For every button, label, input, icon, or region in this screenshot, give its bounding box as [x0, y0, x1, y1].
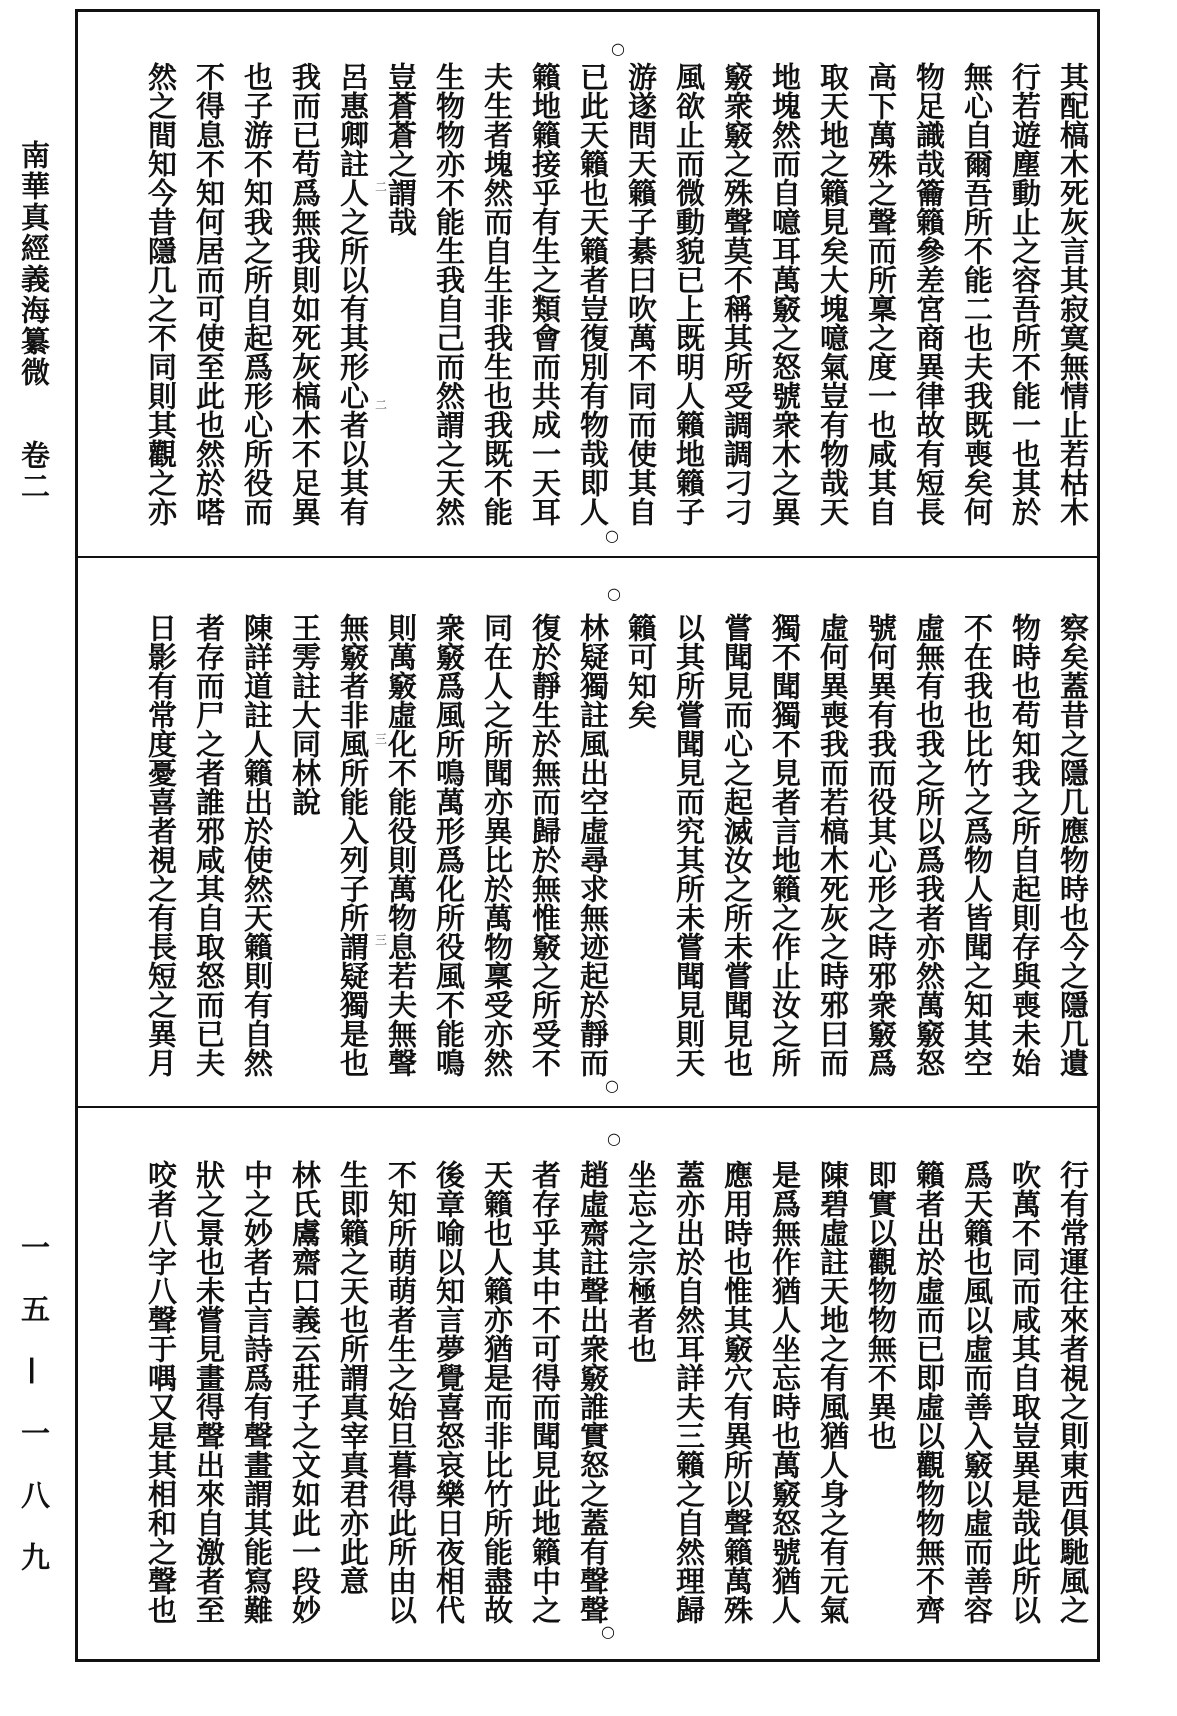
text-column: 咬者八字八聲于喁又是其相和之聲也 — [144, 1160, 178, 1624]
text-column: 豈蒼蒼之謂哉 — [384, 62, 418, 236]
text-column: 是爲無作猶人坐忘時也萬竅怒號猶人 — [768, 1160, 802, 1624]
text-column: 號何異有我而役其心形之時邪衆竅爲 — [864, 613, 898, 1077]
text-column: 籟者出於虛而已即虛以觀物物無不齊 — [912, 1160, 946, 1624]
text-column: 也子游不知我之所自起爲形心所役而 — [240, 62, 274, 526]
interlinear-note: 三 — [375, 732, 388, 746]
text-column: 林氏鬳齋口義云莊子之文如此一段妙 — [288, 1160, 322, 1624]
circle-mark: ○ — [611, 39, 625, 58]
text-column: 以其所嘗聞見而究其所未嘗聞見則天 — [672, 613, 706, 1077]
text-column: 其配槁木死灰言其寂寞無情止若枯木 — [1056, 62, 1090, 526]
text-column: 高下萬殊之聲而所稟之度一也咸其自 — [864, 62, 898, 526]
page-number: 一五—一八九 — [17, 1232, 51, 1604]
text-column: 夫生者塊然而自生非我生也我既不能 — [480, 62, 514, 526]
text-column: 物足識哉籥籟參差宮商異律故有短長 — [912, 62, 946, 526]
text-column: 天籟也人籟亦猶是而非比竹所能盡故 — [480, 1160, 514, 1624]
text-column: 虛何異喪我而若槁木死灰之時邪曰而 — [816, 613, 850, 1077]
text-column: 復於靜生於無而歸於無惟竅之所受不 — [528, 613, 562, 1077]
register-lower — [0, 1160, 1177, 1630]
text-column: 獨不聞獨不見者言地籟之作止汝之所 — [768, 613, 802, 1077]
text-column: 然之間知今昔隱几之不同則其觀之亦 — [144, 62, 178, 526]
text-column: 地塊然而自噫耳萬竅之怒號衆木之異 — [768, 62, 802, 526]
text-column: 籟地籟接乎有生之類會而共成一天耳 — [528, 62, 562, 526]
text-column: 無心自爾吾所不能二也夫我既喪矣何 — [960, 62, 994, 526]
text-column: 取天地之籟見矣大塊噫氣豈有物哉天 — [816, 62, 850, 526]
text-column: 陳詳道註人籟出於使然天籟則有自然 — [240, 613, 274, 1077]
text-column: 已此天籟也天籟者豈復別有物哉即人 — [576, 62, 610, 526]
text-column: 吹萬不同而咸其自取豈異是哉此所以 — [1008, 1160, 1042, 1624]
text-column: 爲天籟也風以虛而善入竅以虛而善容 — [960, 1160, 994, 1624]
circle-mark: ○ — [605, 1076, 619, 1095]
text-column: 嘗聞見而心之起滅汝之所未嘗聞見也 — [720, 613, 754, 1077]
interlinear-note: 三 — [375, 933, 388, 947]
text-column: 虛無有也我之所以爲我者亦然萬竅怒 — [912, 613, 946, 1077]
register-divider — [75, 556, 1100, 558]
interlinear-note: 二 — [375, 180, 388, 194]
text-column: 坐忘之宗極者也 — [624, 1160, 658, 1363]
circle-mark: ○ — [607, 584, 621, 603]
register-middle — [0, 613, 1177, 1083]
text-column: 即實以觀物物無不異也 — [864, 1160, 898, 1450]
text-column: 行有常運往來者視之則東西俱馳風之 — [1056, 1160, 1090, 1624]
circle-mark: ○ — [601, 1622, 615, 1641]
juan-number: 卷二 — [17, 440, 51, 502]
text-column: 不得息不知何居而可使至此也然於嗒 — [192, 62, 226, 526]
text-column: 無竅者非風所能入列子所謂疑獨是也 — [336, 613, 370, 1077]
register-upper — [0, 62, 1177, 532]
text-column: 察矣蓋昔之隱几應物時也今之隱几遺 — [1056, 613, 1090, 1077]
text-column: 游遂問天籟子綦曰吹萬不同而使其自 — [624, 62, 658, 526]
text-column: 日影有常度憂喜者視之有長短之異月 — [144, 613, 178, 1077]
text-column: 者存乎其中不可得而聞見此地籟中之 — [528, 1160, 562, 1624]
text-column: 衆竅爲風所鳴萬形爲化所役風不能鳴 — [432, 613, 466, 1077]
text-column: 行若遊塵動止之容吾所不能一也其於 — [1008, 62, 1042, 526]
text-column: 中之妙者古言詩爲有聲畫謂其能寫難 — [240, 1160, 274, 1624]
text-column: 蓋亦出於自然耳詳夫三籟之自然理歸 — [672, 1160, 706, 1624]
text-column: 生物物亦不能生我自己而然謂之天然 — [432, 62, 466, 526]
text-column: 呂惠卿註人之所以有其形心者以其有 — [336, 62, 370, 526]
text-column: 王雱註大同林說 — [288, 613, 322, 816]
book-title: 南華真經義海纂微 — [17, 140, 51, 388]
text-column: 不知所萌萌者生之始旦暮得此所由以 — [384, 1160, 418, 1624]
text-column: 應用時也惟其竅穴有異所以聲籟萬殊 — [720, 1160, 754, 1624]
text-column: 林疑獨註風出空虛尋求無迹起於靜而 — [576, 613, 610, 1077]
register-divider — [75, 1106, 1100, 1108]
text-column: 我而已苟爲無我則如死灰槁木不足異 — [288, 62, 322, 526]
text-column: 籟可知矣 — [624, 613, 658, 729]
text-column: 者存而尸之者誰邪咸其自取怒而已夫 — [192, 613, 226, 1077]
circle-mark: ○ — [605, 526, 619, 545]
text-column: 則萬竅虛化不能役則萬物息若夫無聲 — [384, 613, 418, 1077]
text-column: 同在人之所聞亦異比於萬物稟受亦然 — [480, 613, 514, 1077]
text-column: 趙虛齋註聲出衆竅誰實怒之蓋有聲聲 — [576, 1160, 610, 1624]
text-column: 物時也苟知我之所自起則存與喪未始 — [1008, 613, 1042, 1077]
text-column: 不在我也比竹之爲物人皆聞之知其空 — [960, 613, 994, 1077]
interlinear-note: 二 — [375, 398, 388, 412]
text-column: 陳碧虛註天地之有風猶人身之有元氣 — [816, 1160, 850, 1624]
text-column: 風欲止而微動貌已上既明人籟地籟子 — [672, 62, 706, 526]
text-column: 竅衆竅之殊聲莫不稱其所受調調刁刁 — [720, 62, 754, 526]
circle-mark: ○ — [607, 1129, 621, 1148]
text-column: 後章喻以知言夢覺喜怒哀樂日夜相代 — [432, 1160, 466, 1624]
text-column: 生即籟之天也所謂真宰真君亦此意 — [336, 1160, 370, 1595]
text-column: 狀之景也未嘗見畫得聲出來自激者至 — [192, 1160, 226, 1624]
